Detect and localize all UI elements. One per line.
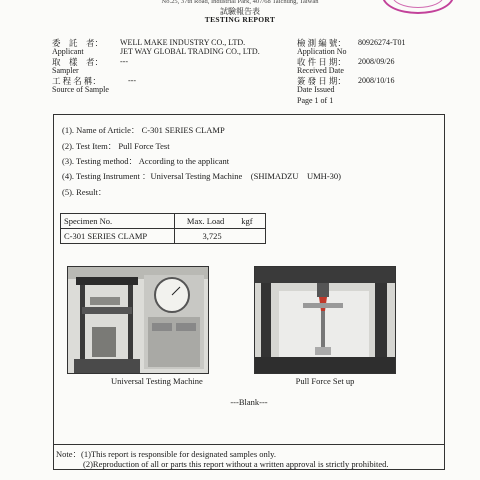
pull-force-setup-photo bbox=[254, 266, 396, 374]
item-value: Pull Force Test bbox=[118, 141, 170, 151]
item-number: (1). bbox=[62, 125, 75, 135]
received-cn-label: 收 件 日 期： bbox=[297, 57, 346, 67]
company-address: No.25, 37th Road, Industrial Park, 407/68 Taichung, Taiwan bbox=[161, 0, 319, 5]
applicant-cn-label: 委 託 者： bbox=[52, 38, 104, 48]
item-testing-method bbox=[62, 155, 229, 167]
item-number: (4). bbox=[62, 171, 75, 181]
item-test-item bbox=[62, 140, 170, 152]
item-number: (3). bbox=[62, 156, 75, 166]
page-number: Page 1 of 1 bbox=[297, 96, 334, 105]
applicant-en-label: Applicant bbox=[52, 47, 84, 56]
item-value: ：Universal Testing Machine (SHIMADZU UMH-30) bbox=[142, 171, 341, 181]
note-line-2: (2)Reproduction of all or parts this report without a written approval is strictly prohibited. bbox=[83, 459, 389, 469]
item-label: Testing method： bbox=[76, 156, 138, 166]
table-header-max-load: Max. Load kgf bbox=[174, 214, 266, 229]
item-label: Test Item： bbox=[76, 141, 117, 151]
right-photo-caption: Pull Force Set up bbox=[295, 376, 355, 386]
report-title: TESTING REPORT bbox=[204, 15, 276, 24]
left-photo-caption: Universal Testing Machine bbox=[111, 376, 203, 386]
table-cell-max-load: 3,725 bbox=[174, 229, 266, 244]
universal-testing-machine-illustration bbox=[68, 267, 209, 374]
universal-testing-machine-photo bbox=[67, 266, 209, 374]
item-label: Testing Instrument bbox=[76, 171, 140, 181]
pull-force-setup-illustration bbox=[255, 267, 396, 374]
note-text-1: (1)This report is responsible for designated samples only. bbox=[81, 449, 276, 459]
result-table bbox=[60, 213, 266, 244]
item-result bbox=[62, 186, 106, 198]
source-en-label: Source of Sample bbox=[52, 85, 109, 94]
sampler-value: --- bbox=[120, 57, 128, 66]
received-date-value: 2008/09/26 bbox=[358, 57, 395, 66]
issued-date-value: 2008/10/16 bbox=[358, 76, 395, 85]
item-number: (5). bbox=[62, 187, 75, 197]
item-testing-instrument bbox=[62, 170, 341, 182]
report-title-chinese: 試驗報告表 bbox=[220, 7, 260, 16]
item-value: C-301 SERIES CLAMP bbox=[141, 125, 225, 135]
received-en-label: Received Date bbox=[297, 66, 344, 75]
table-row bbox=[61, 229, 266, 244]
sampler-cn-label: 取 樣 者： bbox=[52, 57, 104, 67]
applicant-value-2: JET WAY GLOBAL TRADING CO., LTD. bbox=[120, 47, 260, 56]
source-cn-label: 工 程 名 稱： bbox=[52, 76, 101, 86]
issued-en-label: Date Issued bbox=[297, 85, 335, 94]
issued-cn-label: 簽 發 日 期： bbox=[297, 76, 346, 86]
table-header-specimen: Specimen No. bbox=[61, 214, 175, 229]
item-label: Result： bbox=[76, 187, 107, 197]
item-name-of-article bbox=[62, 124, 225, 136]
item-value: According to the applicant bbox=[138, 156, 230, 166]
item-number: (2). bbox=[62, 141, 75, 151]
notes-divider bbox=[53, 444, 445, 445]
application-no-cn-label: 檢 測 編 號： bbox=[297, 38, 346, 48]
note-label: Note： bbox=[56, 449, 82, 459]
sampler-en-label: Sampler bbox=[52, 66, 79, 75]
table-cell-specimen: C-301 SERIES CLAMP bbox=[61, 229, 175, 244]
table-header-row bbox=[61, 214, 266, 229]
item-label: Name of Article： bbox=[76, 125, 140, 135]
application-no-en-label: Application No bbox=[297, 47, 347, 56]
source-value: --- bbox=[128, 76, 136, 85]
application-no-value: 80926274-T01 bbox=[358, 38, 406, 47]
applicant-value: WELL MAKE INDUSTRY CO., LTD. bbox=[120, 38, 246, 47]
blank-marker: ---Blank--- bbox=[230, 397, 268, 407]
